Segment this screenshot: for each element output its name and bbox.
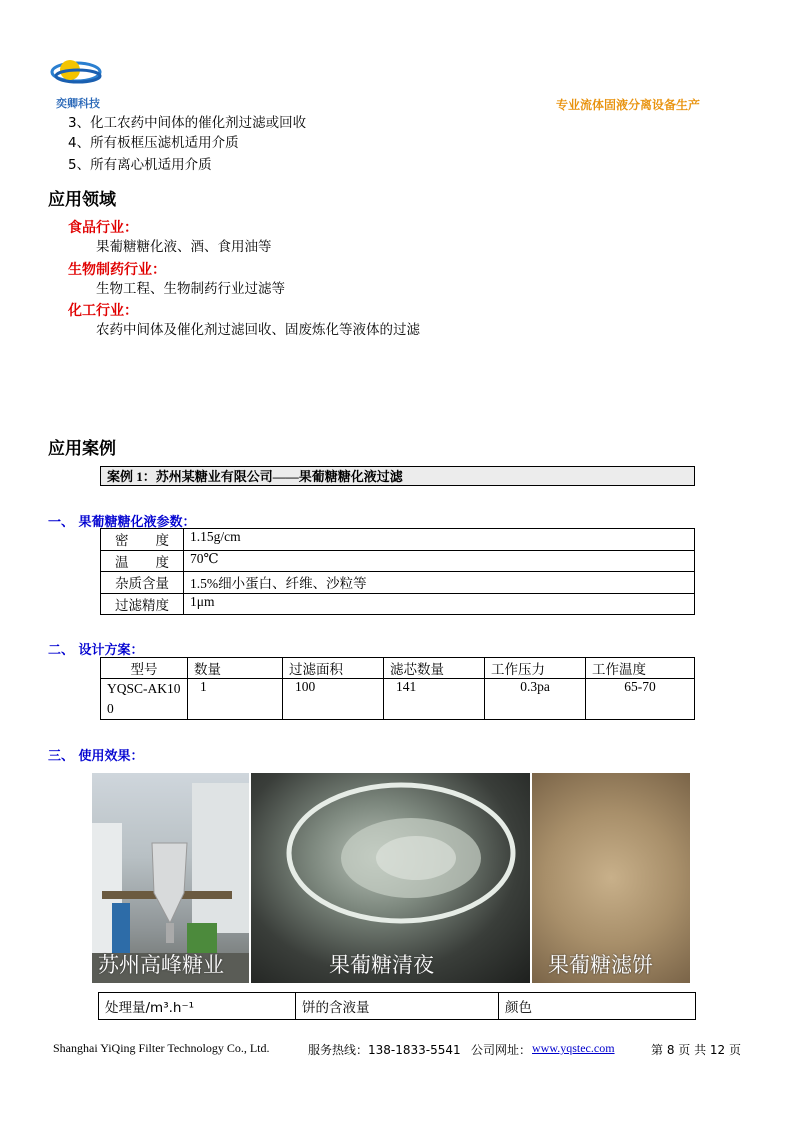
param-key: 温 度 (101, 551, 184, 572)
table-row (99, 993, 696, 1020)
design-value: 141 (384, 679, 485, 720)
footer-hotline: 服务热线：138-1833-5541 (308, 1043, 461, 1057)
param-value: 1.5%细小蛋白、纤维、沙粒等 (184, 572, 695, 594)
photo-caption: 苏州高峰糖业 (98, 953, 224, 977)
params-table (100, 528, 695, 615)
design-header: 滤芯数量 (384, 658, 485, 679)
param-key: 密 度 (101, 529, 184, 551)
param-key: 过滤精度 (101, 594, 184, 615)
list-item: 4、所有板框压滤机适用介质 (68, 135, 239, 151)
industry-title: 生物制药行业： (68, 262, 166, 278)
design-value: 0.3pa (485, 679, 586, 720)
logo-text: 奕卿科技 (56, 97, 100, 110)
effect-header: 颜色 (499, 993, 696, 1020)
section-heading-applications: 应用领域 (48, 190, 116, 210)
design-table (100, 657, 695, 720)
effect-header: 处理量/m³.h⁻¹ (99, 993, 296, 1020)
table-row (101, 572, 695, 594)
design-value: 1 (188, 679, 283, 720)
list-item: 3、化工农药中间体的催化剂过滤或回收 (68, 115, 307, 131)
effect-header: 饼的含液量 (296, 993, 499, 1020)
design-header: 型号 (101, 658, 188, 679)
photo-caption: 果葡糖滤饼 (548, 953, 653, 977)
param-value: 1.15g/cm (184, 529, 695, 551)
industry-text: 果葡糖糖化液、酒、食用油等 (96, 239, 272, 255)
table-row (101, 679, 695, 720)
table-row (101, 551, 695, 572)
header-tagline: 专业流体固液分离设备生产 (556, 98, 701, 112)
photo-caption: 果葡糖清夜 (329, 953, 434, 977)
design-label: 二、 设计方案： (48, 643, 144, 658)
industry-text: 农药中间体及催化剂过滤回收、固废炼化等液体的过滤 (96, 322, 420, 338)
footer-website-link[interactable]: www.yqstec.com (532, 1041, 615, 1055)
filtrate-photo (251, 773, 530, 983)
section-heading-cases: 应用案例 (48, 439, 116, 459)
design-value: 100 (283, 679, 384, 720)
design-value: 65-70 (586, 679, 695, 720)
filter-cake-photo (532, 773, 690, 983)
design-header: 工作温度 (586, 658, 695, 679)
industry-title: 食品行业： (68, 220, 138, 236)
table-row (101, 594, 695, 615)
param-value: 1μm (184, 594, 695, 615)
table-row (101, 529, 695, 551)
design-header: 数量 (188, 658, 283, 679)
params-label: 一、 果葡糖糖化液参数： (48, 515, 196, 530)
design-header: 过滤面积 (283, 658, 384, 679)
table-row (101, 658, 695, 679)
effect-label: 三、 使用效果： (48, 749, 144, 764)
industry-text: 生物工程、生物制药行业过滤等 (96, 281, 285, 297)
param-value: 70℃ (184, 551, 695, 572)
factory-photo (92, 773, 249, 983)
param-key: 杂质含量 (101, 572, 184, 594)
footer-website-label: 公司网址： (471, 1043, 532, 1057)
page-number: 第 8 页 共 12 页 (651, 1043, 741, 1057)
case-title: 案例 1：苏州某糖业有限公司——果葡糖糖化液过滤 (100, 466, 695, 486)
industry-title: 化工行业： (68, 303, 138, 319)
design-value: YQSC-AK100 (101, 679, 188, 720)
design-header: 工作压力 (485, 658, 586, 679)
list-item: 5、所有离心机适用介质 (68, 157, 212, 173)
effect-table (98, 992, 696, 1020)
footer-company: Shanghai YiQing Filter Technology Co., Ltd. (53, 1041, 270, 1055)
